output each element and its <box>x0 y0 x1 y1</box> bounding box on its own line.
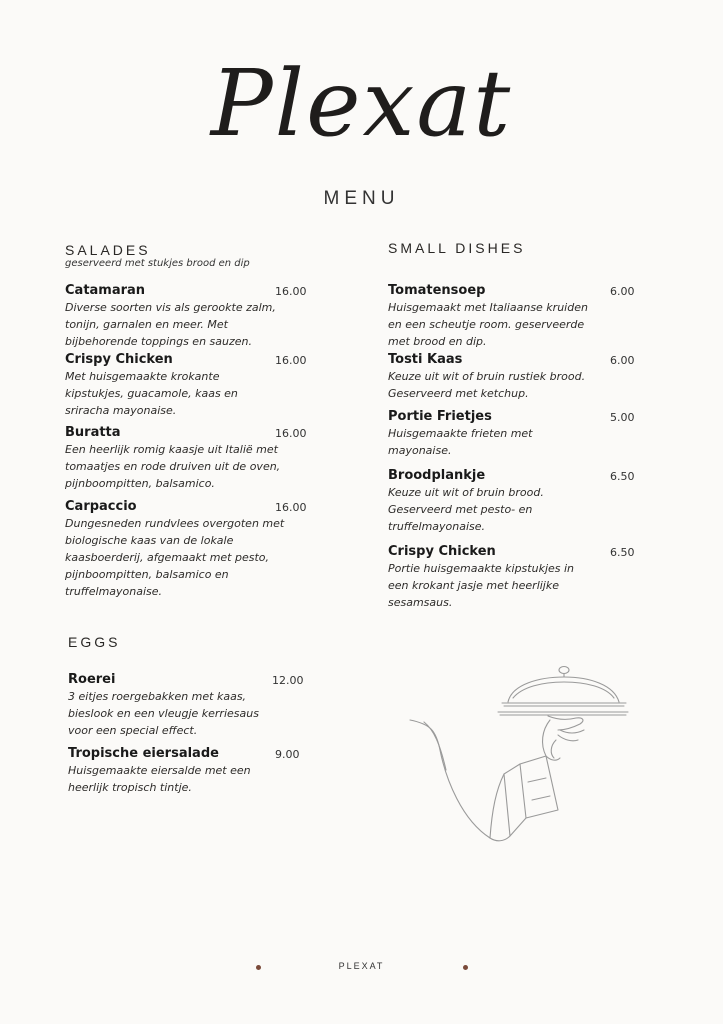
item-description: Huisgemaakte frieten met mayonaise. <box>388 427 533 457</box>
menu-item <box>388 283 635 350</box>
menu-item <box>388 544 635 611</box>
section-title-eggs: EGGS <box>68 634 121 650</box>
item-price: 16.00 <box>275 354 307 367</box>
item-description: Een heerlijk romig kaasje uit Italië met tomaatjes en rode druiven uit de oven, pijnboompitten, balsamico. <box>65 443 281 490</box>
section-subtitle-salades: geserveerd met stukjes brood en dip <box>65 258 250 269</box>
item-name: Carpaccio <box>65 499 137 514</box>
item-description: 3 eitjes roergebakken met kaas, bieslook en een vleugje kerriesaus voor een special effect. <box>68 690 259 737</box>
menu-item <box>65 425 307 492</box>
item-price: 6.50 <box>610 546 635 559</box>
item-price: 16.00 <box>275 285 307 298</box>
menu-item <box>65 499 307 600</box>
item-description: Diverse soorten vis als gerookte zalm, tonijn, garnalen en meer. Met bijbehorende toppings en sauzen. <box>65 301 276 348</box>
menu-item <box>388 409 635 459</box>
item-price: 5.00 <box>610 411 635 424</box>
item-price: 6.50 <box>610 470 635 483</box>
item-name: Tropische eiersalade <box>68 746 219 761</box>
item-description: Keuze uit wit of bruin brood. Geserveerd met pesto- en truffelmayonaise. <box>388 486 544 533</box>
brand-logo: Plexat <box>210 50 513 157</box>
item-description: Dungesneden rundvlees overgoten met biologische kaas van de lokale kaasboerderij, afgemaakt met pesto, pijnboompitten, balsamico en truffelmayonaise. <box>65 517 285 598</box>
section-title-small-dishes: SMALL DISHES <box>388 240 526 256</box>
item-description: Keuze uit wit of bruin rustiek brood. Geserveerd met ketchup. <box>388 370 586 400</box>
item-price: 6.00 <box>610 354 635 367</box>
footer-brand: PLEXAT <box>338 961 385 971</box>
item-description: Portie huisgemaakte kipstukjes in een krokant jasje met heerlijke sesamsaus. <box>388 562 575 609</box>
menu-item <box>68 746 300 796</box>
item-name: Tomatensoep <box>388 283 486 298</box>
item-price: 6.00 <box>610 285 635 298</box>
item-description: Huisgemaakte eiersalde met een heerlijk tropisch tintje. <box>68 764 251 794</box>
item-name: Tosti Kaas <box>388 352 463 367</box>
item-price: 12.00 <box>272 674 304 687</box>
item-name: Buratta <box>65 425 121 440</box>
item-name: Portie Frietjes <box>388 409 492 424</box>
menu-item <box>388 352 635 402</box>
item-price: 16.00 <box>275 427 307 440</box>
menu-item <box>68 672 304 739</box>
item-name: Catamaran <box>65 283 146 298</box>
waiter-hand-cloche-icon <box>400 660 635 855</box>
item-name: Crispy Chicken <box>65 352 173 367</box>
menu-item <box>65 352 307 419</box>
item-price: 16.00 <box>275 501 307 514</box>
item-name: Crispy Chicken <box>388 544 496 559</box>
item-price: 9.00 <box>275 748 300 761</box>
item-description: Met huisgemaakte krokante kipstukjes, guacamole, kaas en sriracha mayonaise. <box>65 370 238 417</box>
menu-title: MENU <box>323 188 400 209</box>
item-name: Broodplankje <box>388 468 486 483</box>
menu-item <box>388 468 635 535</box>
menu-item <box>65 283 307 350</box>
footer-dot-right <box>463 965 468 970</box>
section-title-salades: SALADES <box>65 242 151 258</box>
item-description: Huisgemaakt met Italiaanse kruiden en een scheutje room. geserveerde met brood en dip. <box>388 301 588 348</box>
item-name: Roerei <box>68 672 116 687</box>
